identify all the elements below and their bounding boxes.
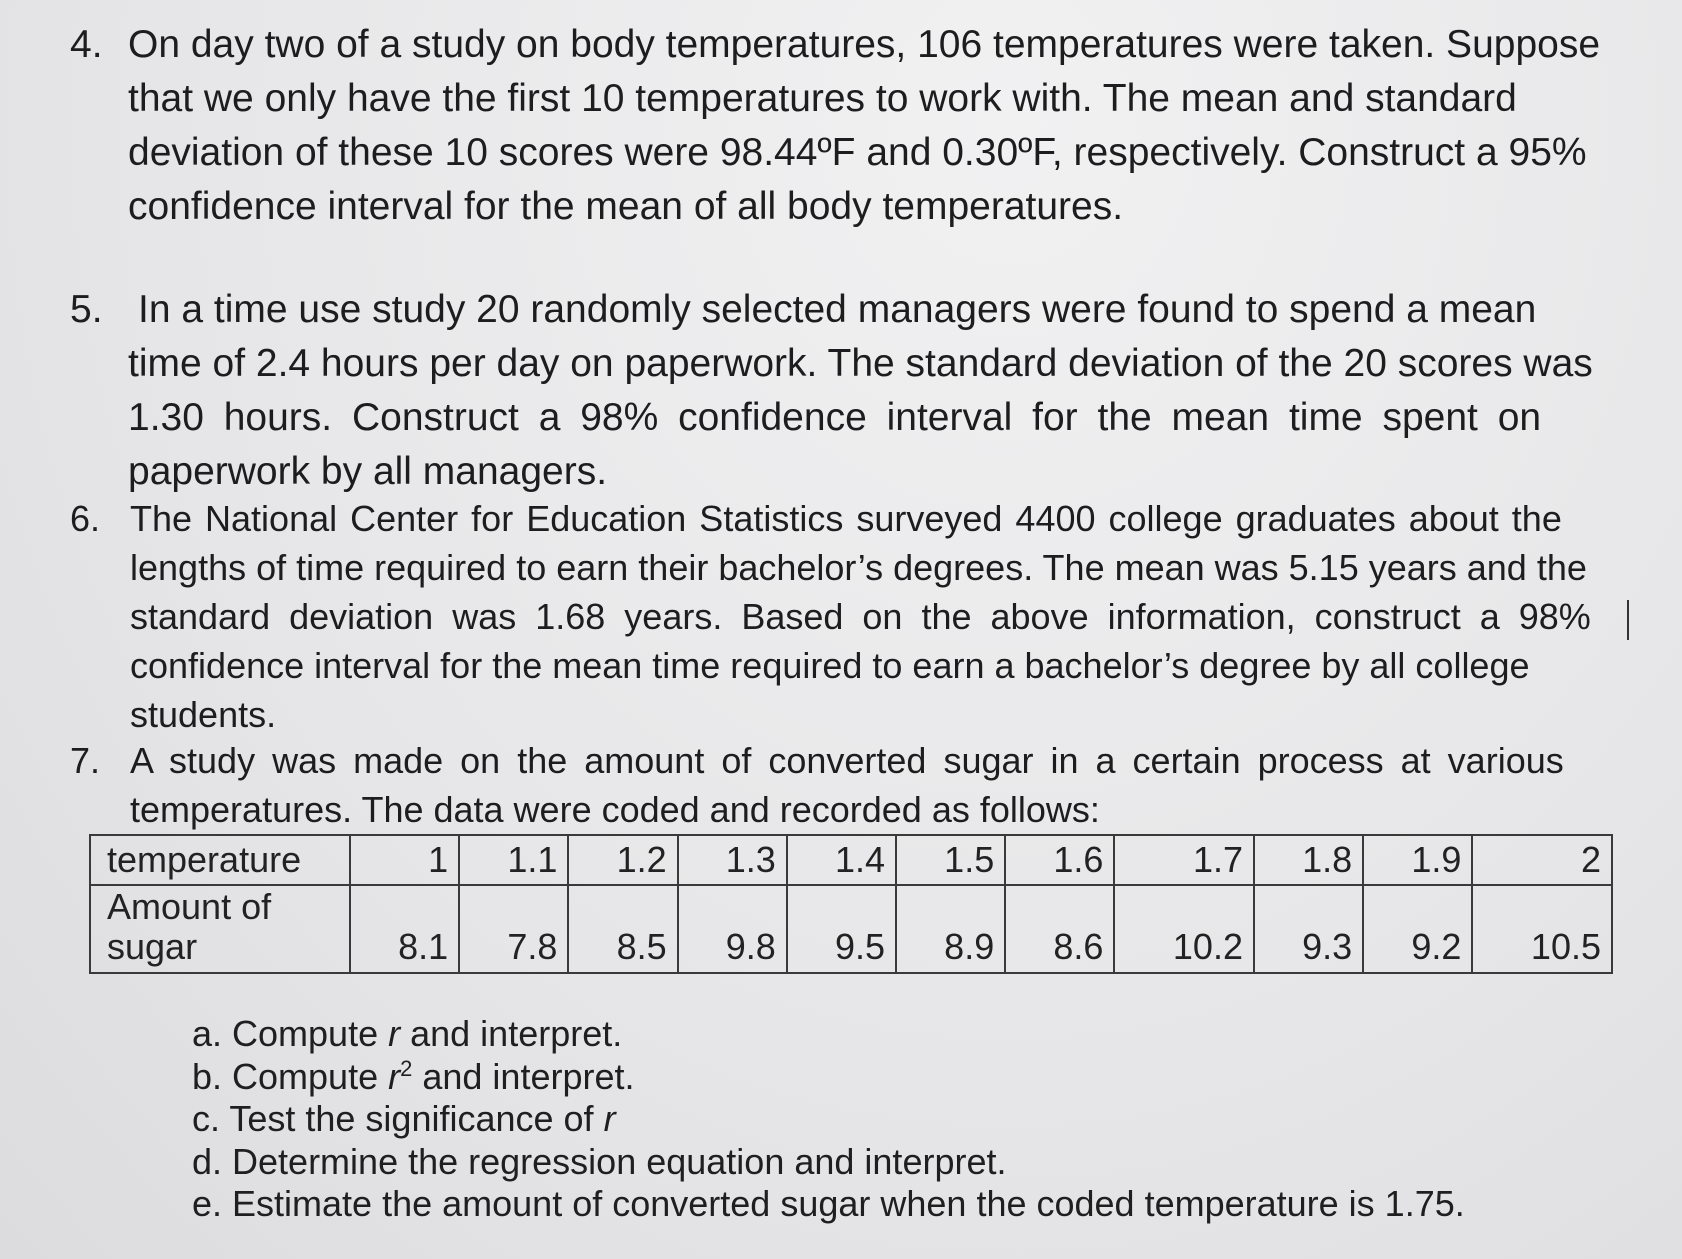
table-cell: 9.8 <box>678 885 787 973</box>
subpart-text: and interpret. <box>412 1055 635 1097</box>
table-cell: 1.9 <box>1363 835 1472 885</box>
table-cell: 1.6 <box>1005 835 1114 885</box>
table-cell: 1.8 <box>1254 835 1363 885</box>
row-label-line: Amount of <box>107 886 272 927</box>
problem-line: On day two of a study on body temperatures, 106 temperatures were taken. Suppose <box>128 23 1601 66</box>
table-row-sugar <box>90 885 1612 973</box>
problem-line: 1.30 hours. Construct a 98% confidence interval for the mean time spent on <box>128 396 1542 439</box>
problem-text <box>130 494 1615 739</box>
subpart-text: c. Test the significance of <box>192 1098 604 1139</box>
problem-text <box>128 283 1615 499</box>
subpart-c <box>192 1098 1465 1141</box>
row-label <box>90 885 350 973</box>
problem-line: temperatures. The data were coded and recorded as follows: <box>130 789 1100 830</box>
problem-line: lengths of time required to earn their bachelor’s degrees. The mean was 5.15 years and the <box>130 547 1587 588</box>
problem-line: confidence interval for the mean time required to earn a bachelor’s degree by all college <box>130 645 1530 686</box>
table-cell: 1.7 <box>1114 835 1254 885</box>
problem-line: standard deviation was 1.68 years. Based on the above information, construct a 98% <box>130 596 1591 637</box>
problem-line: deviation of these 10 scores were 98.44ºF and 0.30ºF, respectively. Construct a 95% <box>128 131 1587 174</box>
problem-line: A study was made on the amount of converted sugar in a certain process at various <box>130 740 1564 781</box>
data-table <box>89 834 1613 974</box>
variable-r: r <box>388 1013 401 1054</box>
problem-line: time of 2.4 hours per day on paperwork. The standard deviation of the 20 scores was <box>128 342 1593 385</box>
variable-r: r <box>388 1055 401 1097</box>
table-cell: 1 <box>350 835 459 885</box>
table-cell: 1.1 <box>459 835 568 885</box>
table-cell: 10.5 <box>1472 885 1612 973</box>
problem-line: confidence interval for the mean of all body temperatures. <box>128 185 1124 228</box>
problem-text <box>130 736 1615 834</box>
problem-line: students. <box>130 694 277 735</box>
problem-line: The National Center for Education Statistics surveyed 4400 college graduates about the <box>130 498 1562 539</box>
table-cell: 1.5 <box>896 835 1005 885</box>
table-cell: 8.5 <box>568 885 677 973</box>
subpart-text: b. Compute <box>192 1055 389 1097</box>
subparts-list <box>192 1013 1465 1226</box>
exponent: 2 <box>400 1055 413 1081</box>
table-cell: 1.3 <box>678 835 787 885</box>
subpart-a <box>192 1013 1465 1056</box>
table-cell: 10.2 <box>1114 885 1254 973</box>
subpart-e: e. Estimate the amount of converted sugar when the coded temperature is 1.75. <box>192 1183 1465 1224</box>
problem-text <box>128 18 1615 234</box>
table-cell: 7.8 <box>459 885 568 973</box>
table-cell: 9.2 <box>1363 885 1472 973</box>
problem-number: 6. <box>70 498 101 539</box>
table-cell: 1.2 <box>568 835 677 885</box>
problem-line: that we only have the first 10 temperatures to work with. The mean and standard <box>128 77 1517 120</box>
subpart-b <box>192 1056 1465 1099</box>
problem-line: In a time use study 20 randomly selected managers were found to spend a mean <box>138 288 1537 331</box>
variable-r: r <box>603 1098 616 1139</box>
problem-number: 7. <box>70 740 101 781</box>
table-cell: 1.4 <box>787 835 896 885</box>
text-cursor <box>1627 600 1629 640</box>
row-label: temperature <box>90 835 350 885</box>
table-row-temperature <box>90 835 1612 885</box>
subpart-text: a. Compute <box>192 1013 389 1054</box>
table-cell: 9.5 <box>787 885 896 973</box>
problem-number: 5. <box>70 288 103 331</box>
table-cell: 2 <box>1472 835 1612 885</box>
table-cell: 8.6 <box>1005 885 1114 973</box>
table-cell: 9.3 <box>1254 885 1363 973</box>
subpart-text: and interpret. <box>400 1013 623 1054</box>
problem-line: paperwork by all managers. <box>128 450 608 493</box>
subpart-d: d. Determine the regression equation and interpret. <box>192 1140 1007 1182</box>
problem-number: 4. <box>70 23 103 66</box>
row-label-line: sugar <box>107 926 198 967</box>
table-cell: 8.1 <box>350 885 459 973</box>
table-cell: 8.9 <box>896 885 1005 973</box>
